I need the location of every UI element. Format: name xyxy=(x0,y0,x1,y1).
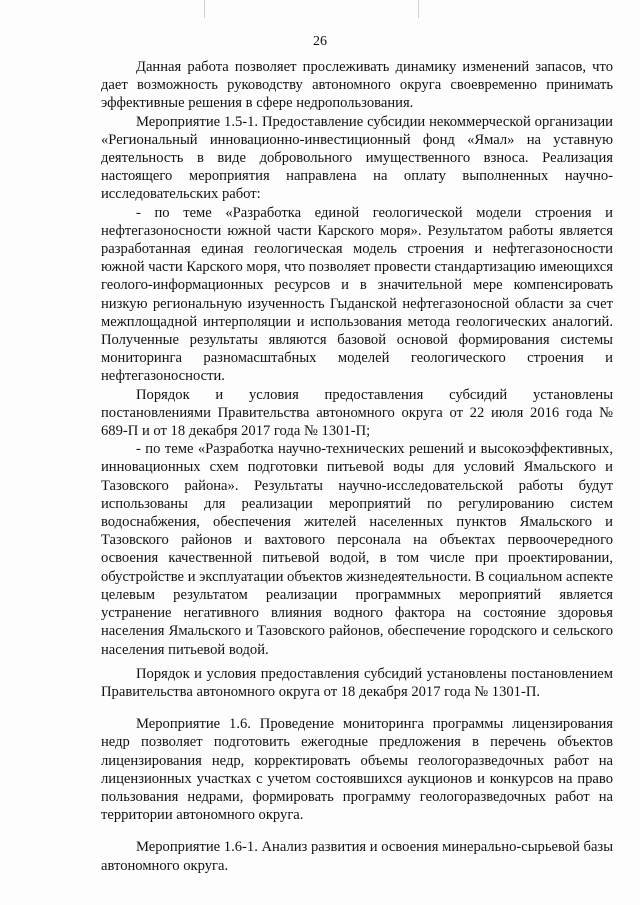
paragraph: Порядок и условия предоставления субсидий установлены постановлениями Правительства автономного округа от 22 июля 2016 года № 689-П и от 18 декабря 2017 года № 1301-П; xyxy=(101,386,613,440)
paragraph: Мероприятие 1.6-1. Анализ развития и освоения минерально-сырьевой базы автономного округа. xyxy=(101,839,613,874)
paragraph: Порядок и условия предоставления субсидий установлены постановлением Правительства автономного округа от 18 декабря 2017 года № 1301-П. xyxy=(101,665,613,700)
scan-mark xyxy=(204,0,205,18)
paragraph: Мероприятие 1.5-1. Предоставление субсидии некоммерческой организации «Региональный инновационно-инвестиционный фонд «Ямал» на уставную деятельность в виде добровольного имущественного взноса. Реализация настоящего мероприятия направлена на оплату выполненных научно-исследовательских работ: xyxy=(101,113,613,203)
document-body xyxy=(101,58,613,875)
paragraph: Данная работа позволяет прослеживать динамику изменений запасов, что дает возможность руководству автономного округа своевременно принимать эффективные решения в сфере недропользования. xyxy=(101,59,613,112)
scan-mark xyxy=(418,0,419,18)
paragraph: Мероприятие 1.6. Проведение мониторинга программы лицензирования недр позволяет подготовить ежегодные предложения в перечень объектов лицензирования недр, корректировать объемы геологоразведочных работ на лицензионных участках с учетом состоявшихся аукционов и конкурсов на право пользования недрами, формировать программу геологоразведочных работ на территории автономного округа. xyxy=(101,716,613,824)
paragraph: - по теме «Разработка единой геологической модели строения и нефтегазоносности южной части Карского моря». Результатом работы является разработанная единая геологическая модель строения и нефтегазоносности южной части Карского моря, что позволяет провести стандартизацию имеющихся геолого-информационных ресурсов и в значительной мере компенсировать низкую региональную изученность Гыданской нефтегазоносной области за счет межплощадной интерполяции и использования метода геологических аналогий. Полученные результаты являются базовой основой формирования системы мониторинга разномасштабных моделей геологического строения и нефтегазоносности. xyxy=(101,204,613,385)
paragraph: - по теме «Разработка научно-технических решений и высокоэффективных, инновационных схем подготовки питьевой воды для условий Ямальского и Тазовского района». Результаты научно-исследовательской работы будут использованы для реализации мероприятий по регулированию систем водоснабжения, обеспечения жителей населенных пунктов Ямальского и Тазовского районов и вахтового персонала на объектах первоочередного освоения качественной питьевой водой, в том числе при проектировании, обустройстве и эксплуатации объектов жизнедеятельности. В социальном аспекте целевым результатом реализации программных мероприятий является устранение негативного влияния водного фактора на состояние здоровья населения Ямальского и Тазовского районов, обеспечение городского и сельского населения питьевой водой. xyxy=(101,441,613,658)
page-number: 26 xyxy=(313,34,327,49)
